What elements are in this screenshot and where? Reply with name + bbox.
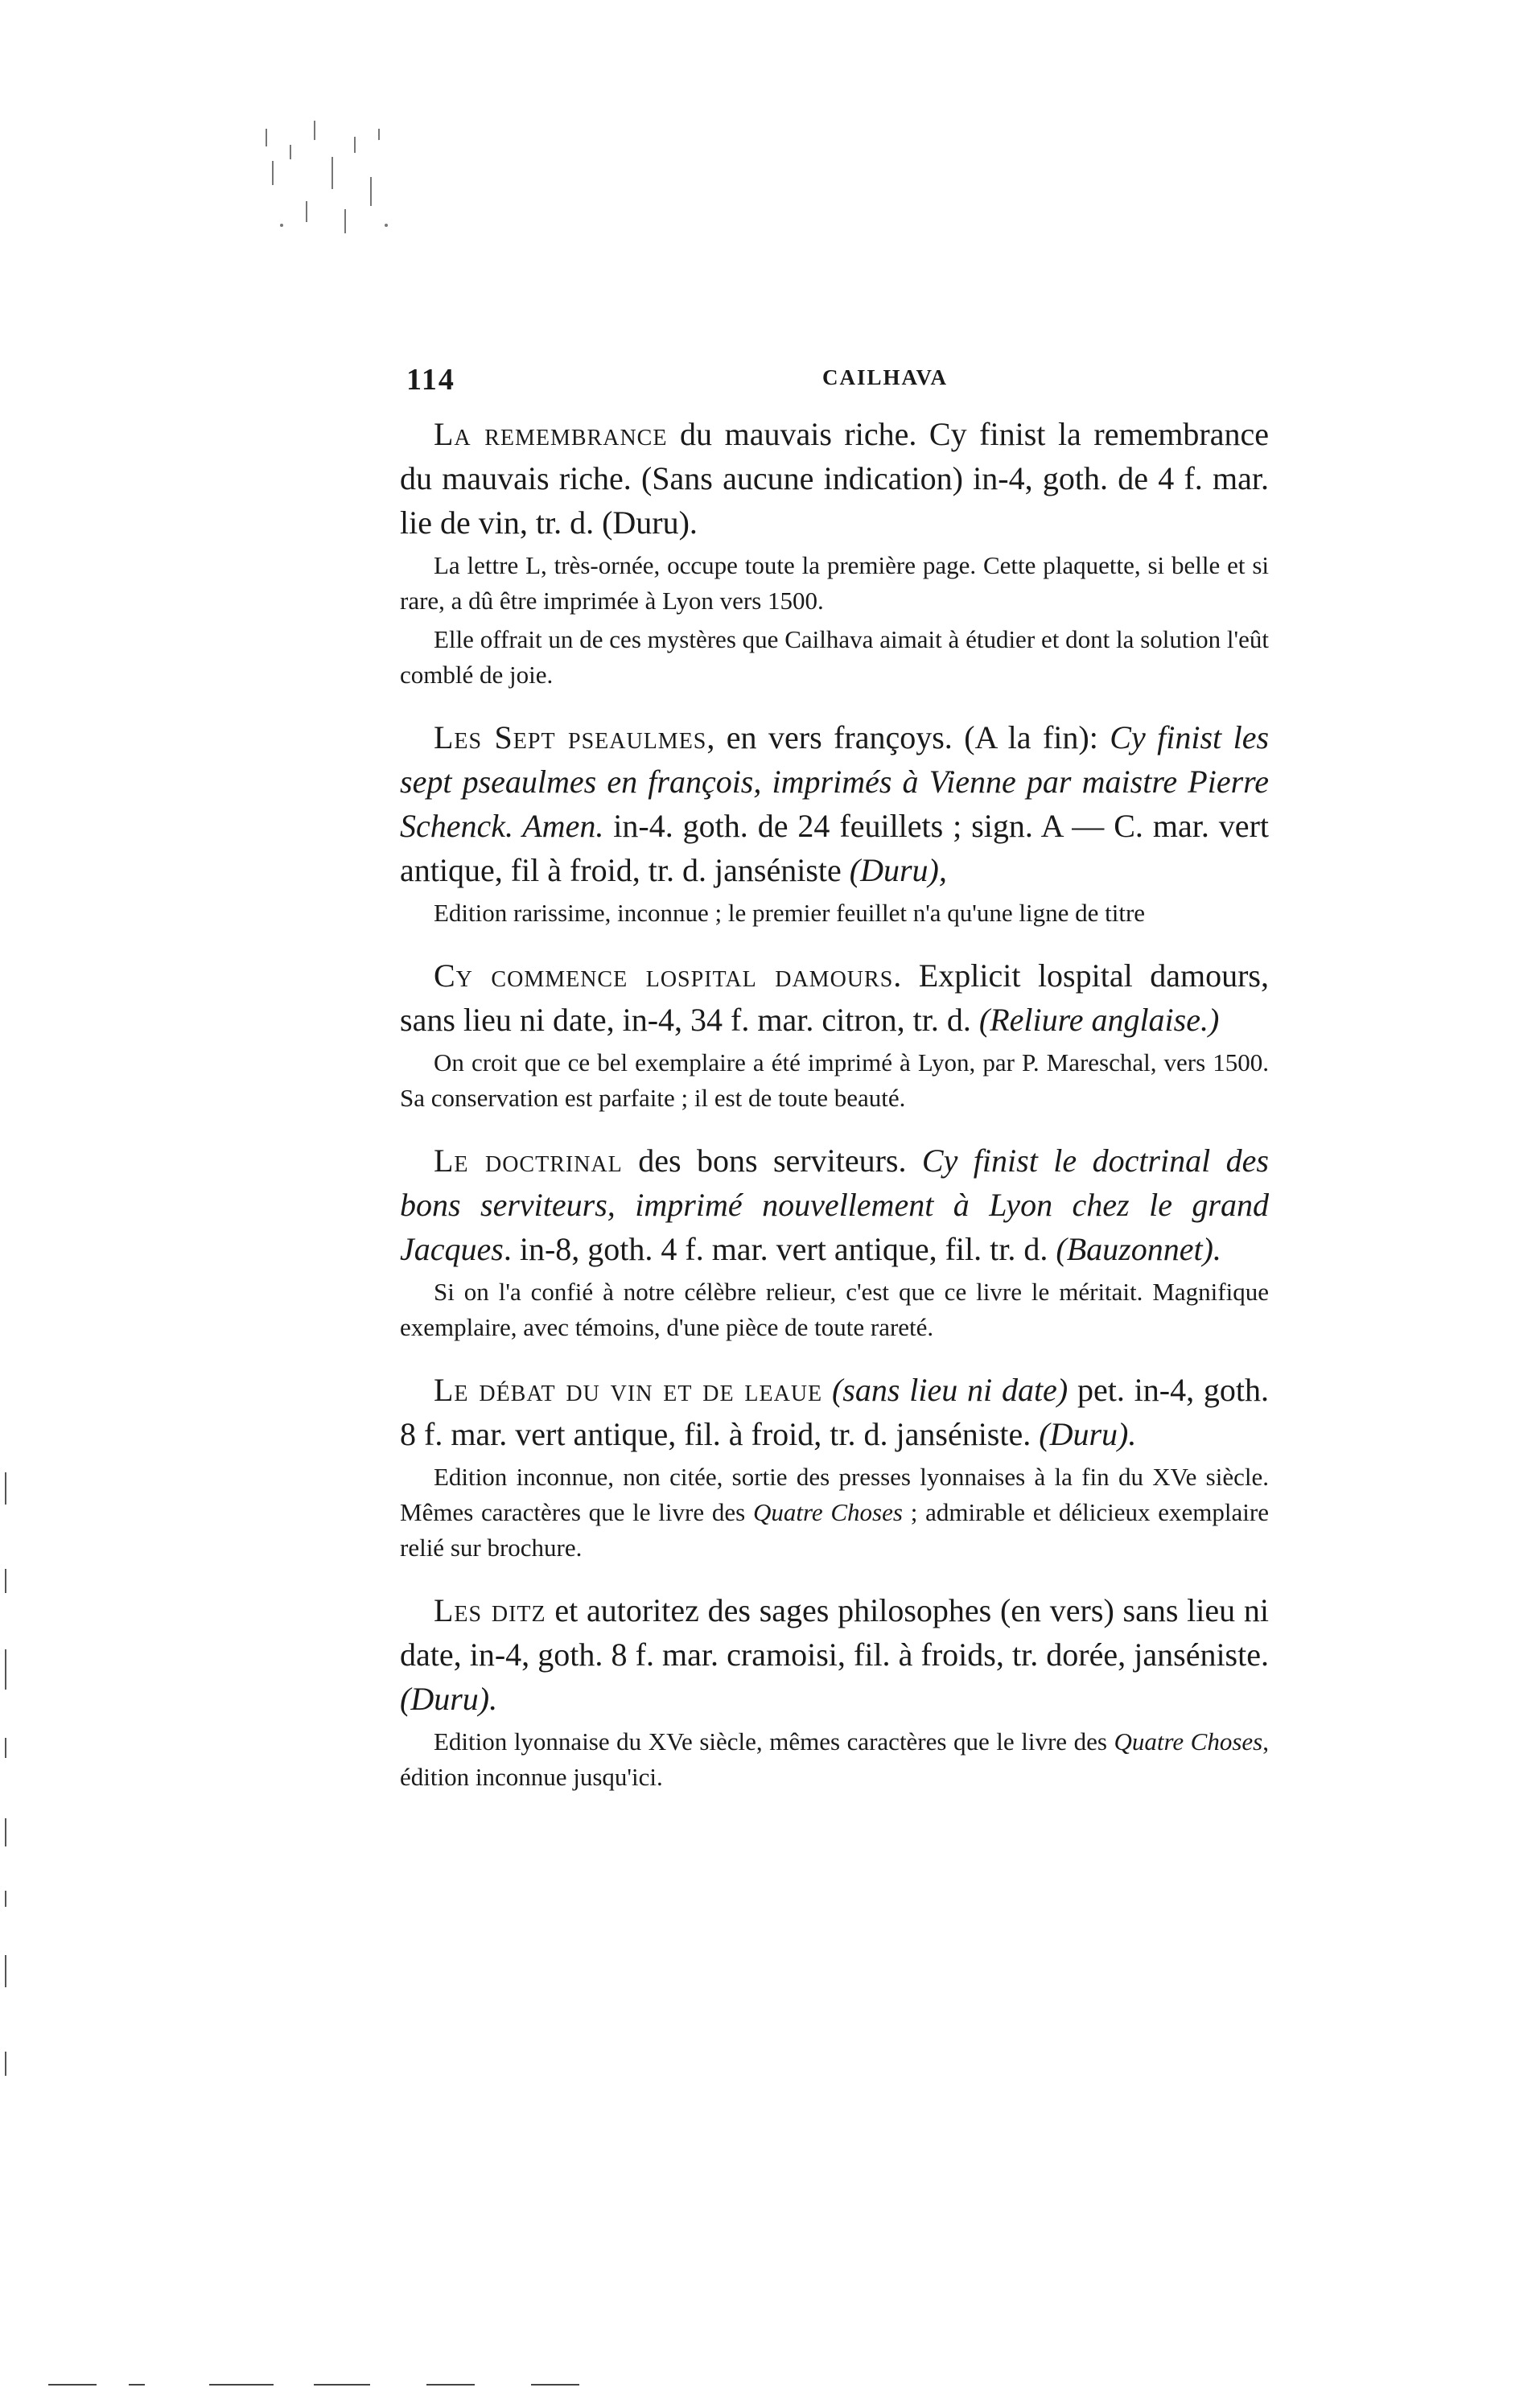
scan-specks <box>257 113 402 249</box>
entry-note: On croit que ce bel exemplaire a été imprimé à Lyon, par P. Mareschal, vers 1500. Sa conservation est parfaite ; il est de toute beauté. <box>400 1048 1269 1112</box>
page-header <box>400 362 1269 412</box>
entry-note: La lettre L, très-ornée, occupe toute la première page. Cette plaquette, si belle et si rare, a dû être imprimée à Lyon vers 1500. <box>400 551 1269 615</box>
page-number: 114 <box>406 363 455 397</box>
entry-title: La remembrance <box>434 416 668 452</box>
entry-description: Les ditz et autoritez des sages philosophes (en vers) sans lieu ni date, in-4, goth. 8 f. mar. cramoisi, fil. à froids, tr. dorée, janséniste. (Duru). <box>400 1592 1269 1717</box>
catalog-entry <box>400 953 1269 1116</box>
entry-note: Elle offrait un de ces mystères que Cailhava aimait à étudier et dont la solution l'eût comblé de joie. <box>400 625 1269 689</box>
entry-title: Le doctrinal <box>434 1142 623 1179</box>
entry-description: La remembrance du mauvais riche. Cy finist la remembrance du mauvais riche. (Sans aucune indication) in-4, goth. de 4 f. mar. lie de vin, tr. d. (Duru). <box>400 416 1270 541</box>
entry-note: Edition inconnue, non citée, sortie des presses lyonnaises à la fin du XVe siècle. Mêmes caractères que le livre des Quatre Choses ; admirable et délicieux exemplaire relié sur brochure. <box>400 1463 1269 1562</box>
scan-bottom-marks <box>48 2383 853 2386</box>
book-page <box>400 362 1269 1817</box>
catalog-entry <box>400 1588 1269 1795</box>
entry-note: Edition lyonnaise du XVe siècle, mêmes caractères que le livre des Quatre Choses, édition inconnue jusqu'ici. <box>400 1727 1269 1791</box>
entry-title: Le débat du vin et de leaue <box>434 1372 823 1408</box>
entry-title: Les ditz <box>434 1592 546 1628</box>
entry-title: Cy commence lospital damours <box>434 957 894 994</box>
entry-description: Les Sept pseaulmes, en vers françoys. (A la fin): Cy finist les sept pseaulmes en françois, imprimés à Vienne par maistre Pierre Schenck. Amen. in-4. goth. de 24 feuillets ; sign. A — C. mar. vert antique, fil à froid, tr. d. janséniste (Duru), <box>400 719 1270 888</box>
entry-note: Si on l'a confié à notre célèbre relieur, c'est que ce livre le méritait. Magnifique exemplaire, avec témoins, d'une pièce de toute rareté. <box>400 1278 1269 1341</box>
entry-description: Cy commence lospital damours. Explicit lospital damours, sans lieu ni date, in-4, 34 f. mar. citron, tr. d. (Reliure anglaise.) <box>400 957 1269 1038</box>
entry-note: Edition rarissime, inconnue ; le premier feuillet n'a qu'une ligne de titre <box>434 899 1146 927</box>
entry-description: Le doctrinal des bons serviteurs. Cy finist le doctrinal des bons serviteurs, imprimé nouvellement à Lyon chez le grand Jacques. in-8, goth. 4 f. mar. vert antique, fil. tr. d. (Bauzonnet). <box>400 1142 1269 1267</box>
catalog-entry <box>400 1368 1269 1566</box>
catalog-entry <box>400 1138 1269 1345</box>
scan-margin-marks <box>2 1472 10 2277</box>
entry-title: Les Sept pseaulmes <box>434 719 707 755</box>
catalog-entry <box>400 715 1269 931</box>
entry-description: Le débat du vin et de leaue (sans lieu ni date) pet. in-4, goth. 8 f. mar. vert antique, fil. à froid, tr. d. janséniste. (Duru). <box>400 1372 1269 1452</box>
running-title: CAILHAVA <box>822 365 949 389</box>
catalog-entry <box>400 412 1269 693</box>
